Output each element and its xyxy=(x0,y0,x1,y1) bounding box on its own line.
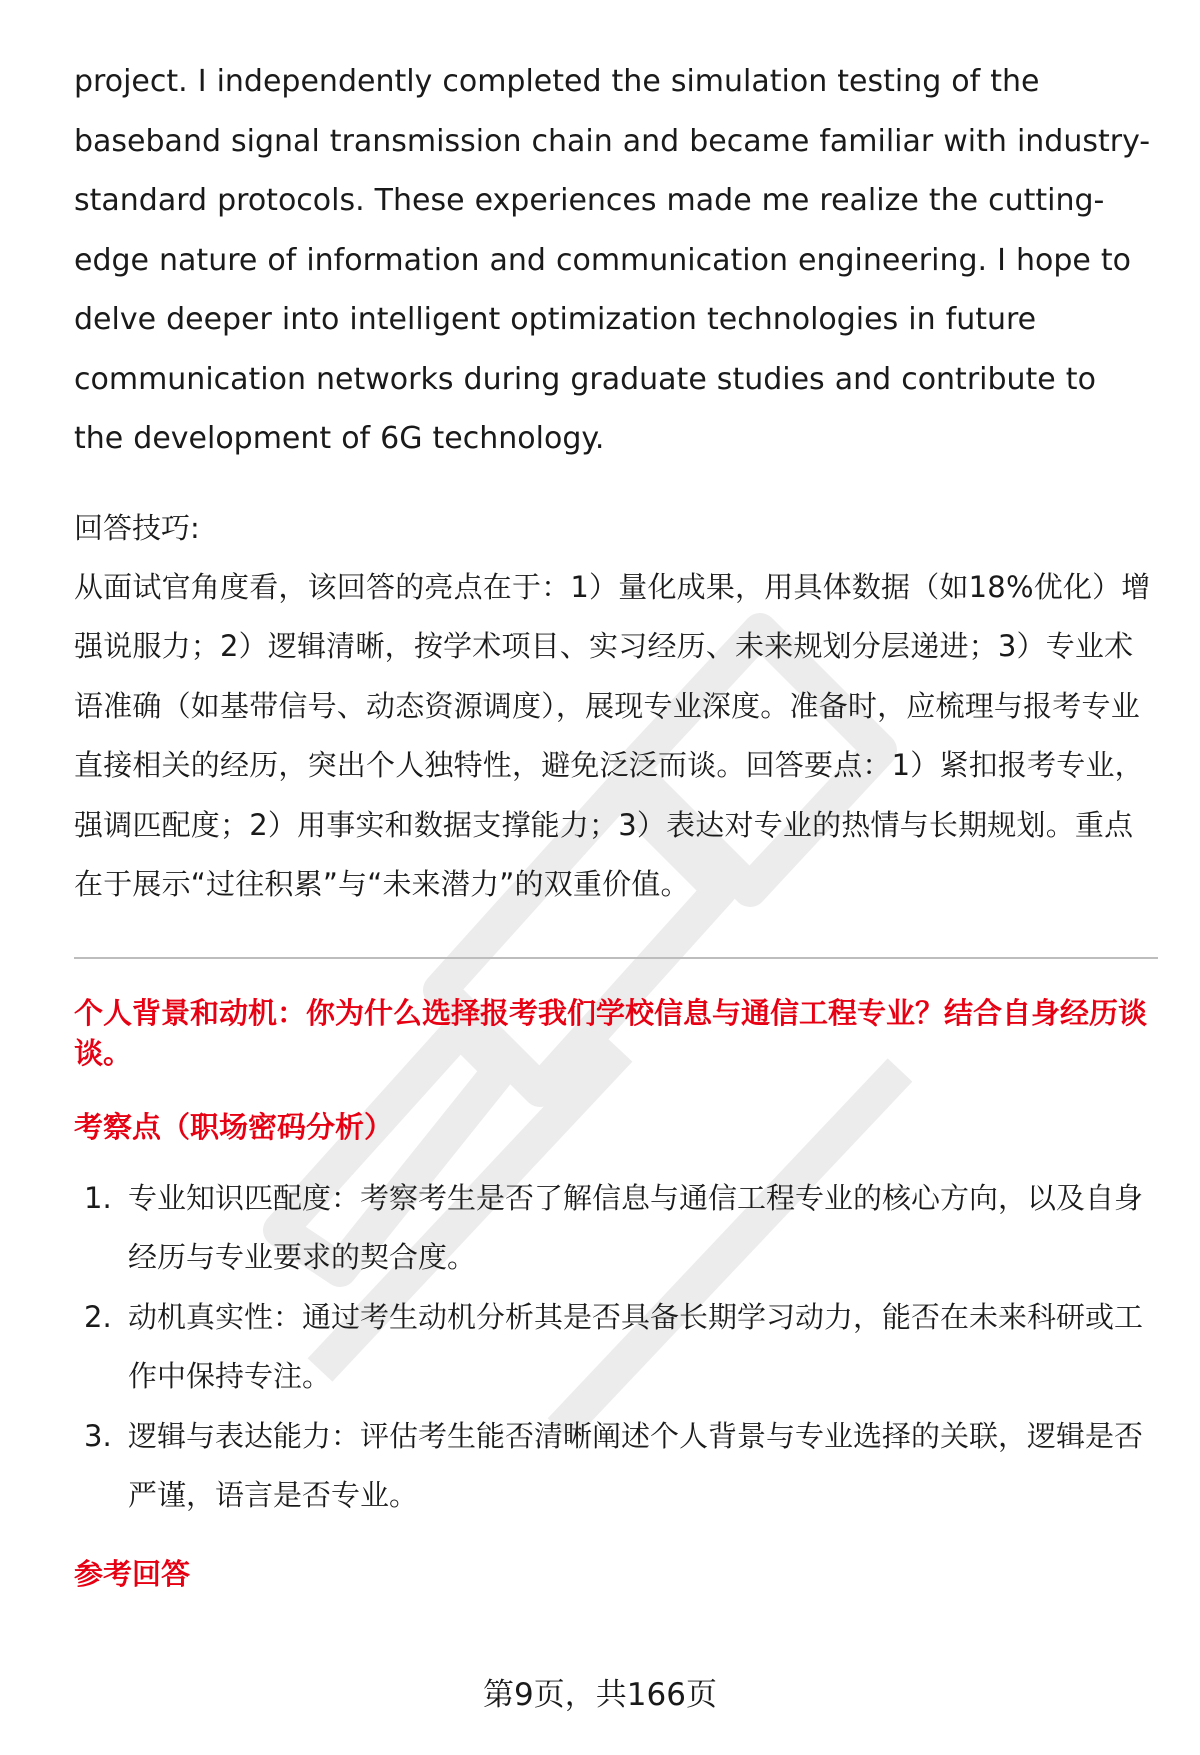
tips-body: 从面试官角度看，该回答的亮点在于：1）量化成果，用具体数据（如18%优化）增强说服力；2）逻辑清晰，按学术项目、实习经历、未来规划分层递进；3）专业术语准确（如基带信号、动态资源调度），展现专业深度。准备时，应梳理与报考专业直接相关的经历，突出个人独特性，避免泛泛而谈。回答要点：1）紧扣报考专业，强调匹配度；2）用事实和数据支撑能力；3）表达对专业的热情与长期规划。重点在于展示“过往积累”与“未来潜力”的双重价值。 xyxy=(74,569,1151,901)
list-item-number: 1. xyxy=(84,1180,112,1215)
list-item-number: 2. xyxy=(84,1299,112,1334)
list-item xyxy=(74,1288,1154,1407)
list-item-number: 3. xyxy=(84,1418,112,1453)
list-item-text: 逻辑与表达能力：评估考生能否清晰阐述个人背景与专业选择的关联，逻辑是否严谨，语言是否专业。 xyxy=(128,1418,1144,1512)
list-item xyxy=(74,1407,1154,1526)
list-item xyxy=(74,1169,1154,1288)
intro-paragraph: project. I independently completed the simulation testing of the baseband signal transmission chain and became familiar with industry-standard protocols. These experiences made me realize the cutting-edge nature of information and communication engineering. I hope to delve deeper into intelligent optimization technologies in future communication networks during graduate studies and contribute to the development of 6G technology. xyxy=(74,64,1151,456)
page-footer: 第9页，共166页 xyxy=(483,1677,717,1713)
assessment-title: 考察点（职场密码分析） xyxy=(74,1109,394,1144)
answer-title: 参考回答 xyxy=(74,1556,191,1591)
assessment-list xyxy=(74,1169,1154,1526)
section-divider xyxy=(74,957,1158,959)
page-content xyxy=(74,52,1154,1594)
list-item-text: 专业知识匹配度：考察考生是否了解信息与通信工程专业的核心方向，以及自身经历与专业要求的契合度。 xyxy=(128,1180,1144,1274)
question-heading: 个人背景和动机：你为什么选择报考我们学校信息与通信工程专业？结合自身经历谈谈。 xyxy=(74,995,1148,1070)
tips-label: 回答技巧: xyxy=(74,510,200,545)
list-item-text: 动机真实性：通过考生动机分析其是否具备长期学习动力，能否在未来科研或工作中保持专注。 xyxy=(128,1299,1144,1393)
